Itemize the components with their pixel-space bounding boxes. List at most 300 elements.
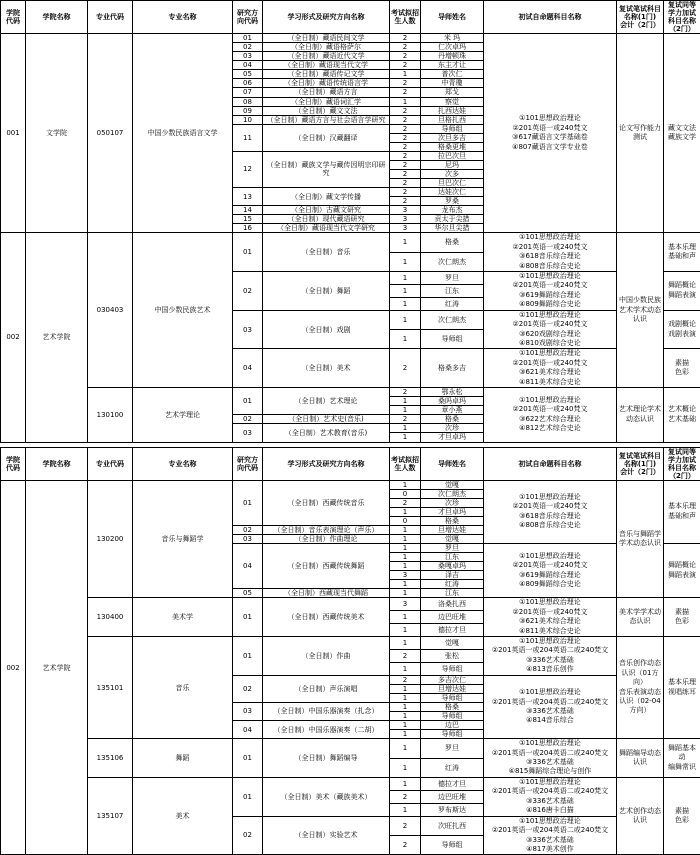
cell-advisor: 察觉 <box>421 97 484 106</box>
cell-direction-code: 02 <box>233 415 263 424</box>
cell-equivalent-extra-subject: 素描 色彩 <box>664 349 700 388</box>
cell-major-name: 美术学 <box>133 598 233 637</box>
cell-direction-name: （全日制）实验艺术 <box>263 816 390 855</box>
cell-advisor: 丹增顿珠 <box>421 52 484 61</box>
cell-advisor: 导师组 <box>421 330 484 349</box>
cell-advisor: 旦增达娃 <box>421 684 484 693</box>
cell-equivalent-extra-subject: 艺术概论 艺术基础 <box>664 388 700 442</box>
cell-quota: 2 <box>390 169 421 178</box>
cell-direction-name: （全日制）藏语现当代文学研究 <box>263 224 390 233</box>
cell-direction-code: 11 <box>233 124 263 151</box>
cell-quota: 2 <box>390 790 421 803</box>
header-direction-name: 学习形式及研究方向名称 <box>263 1 390 34</box>
cell-initial-exam-subjects: ①101思想政治理论 ②201英语一或240梵文 ③619舞蹈综合理论 ④809舞蹈综合史论 <box>484 271 617 310</box>
cell-advisor: 洛桑扎西 <box>421 598 484 611</box>
cell-quota: 1 <box>390 544 421 553</box>
cell-major-code: 135101 <box>88 637 133 739</box>
cell-initial-exam-subjects: ①101思想政治理论 ②201英语一或204英语二或240梵文 ③336艺术基础 ④817美术创作 <box>484 816 617 855</box>
table-header-section-1 <box>1 1 700 34</box>
cell-advisor: 次仁朗杰 <box>421 252 484 271</box>
cell-quota: 1 <box>390 739 421 758</box>
cell-advisor: 格桑多吉 <box>421 349 484 388</box>
cell-quota: 1 <box>390 397 421 406</box>
cell-quota: 1 <box>390 297 421 310</box>
cell-direction-code: 02 <box>233 675 263 702</box>
cell-direction-name: （全日制）艺术理论 <box>263 388 390 415</box>
cell-advisor: 次仁朗杰 <box>421 489 484 498</box>
cell-quota: 0 <box>390 489 421 498</box>
cell-advisor: 江东 <box>421 589 484 598</box>
cell-major-code: 030403 <box>88 233 133 388</box>
cell-direction-code: 04 <box>233 349 263 388</box>
cell-equivalent-extra-subject: 基本乐理 基础和声 <box>664 480 700 543</box>
cell-direction-name: （全日制）藏语词汇学 <box>263 97 390 106</box>
cell-direction-code: 16 <box>233 224 263 233</box>
cell-quota: 3 <box>390 215 421 224</box>
cell-quota: 1 <box>390 406 421 415</box>
cell-direction-name: （全日制）藏语传统语言学 <box>263 79 390 88</box>
header-major-code: 专业代码 <box>88 1 133 34</box>
cell-advisor: 仁次卓玛 <box>421 43 484 52</box>
cell-quota: 1 <box>390 711 421 720</box>
header-direction-code <box>233 1 263 34</box>
cell-major-code: 130400 <box>88 598 133 637</box>
cell-retest-written-subject: 中国少数民族艺术学术动态认识 <box>617 233 664 388</box>
cell-advisor: 拉巴次旦 <box>421 151 484 160</box>
cell-direction-name: （全日制）作曲理论 <box>263 534 390 543</box>
header-written-line1: 复试笔试科目 <box>619 5 661 13</box>
header-direction-code <box>233 447 263 480</box>
cell-advisor: 东主才让 <box>421 61 484 70</box>
cell-advisor: 次珍 <box>421 498 484 507</box>
cell-direction-code: 02 <box>233 525 263 534</box>
cell-initial-exam-subjects: ①101思想政治理论 ②201英语一或240梵文 ③622艺术综合理论 ④812艺术综合史论 <box>484 388 617 442</box>
table-row <box>1 637 700 650</box>
cell-advisor: 才旦卓玛 <box>421 507 484 516</box>
cell-quota: 1 <box>390 803 421 816</box>
cell-quota: 1 <box>390 507 421 516</box>
table-row <box>1 598 700 611</box>
cell-quota: 1 <box>390 233 421 252</box>
cell-quota: 2 <box>390 115 421 124</box>
cell-quota: 3 <box>390 598 421 611</box>
cell-quota: 1 <box>390 433 421 442</box>
cell-direction-code: 07 <box>233 88 263 97</box>
cell-quota: 1 <box>390 684 421 693</box>
cell-direction-code: 02 <box>233 816 263 855</box>
cell-advisor: 格桑 <box>421 702 484 711</box>
cell-advisor: 桑吗卓玛 <box>421 397 484 406</box>
cell-direction-code: 08 <box>233 97 263 106</box>
cell-quota: 2 <box>390 43 421 52</box>
cell-quota: 2 <box>390 52 421 61</box>
cell-quota: 2 <box>390 187 421 196</box>
cell-advisor: 中青瓊 <box>421 79 484 88</box>
cell-major-code: 130100 <box>88 388 133 442</box>
cell-direction-code: 01 <box>233 777 263 816</box>
cell-quota: 2 <box>390 675 421 684</box>
cell-advisor: 觉嘎 <box>421 480 484 489</box>
cell-initial-exam-subjects: ①101思想政治理论 ②201英语一或240梵文 ③618音乐综合理论 ④808音乐综合史论 <box>484 233 617 272</box>
cell-direction-code: 01 <box>233 233 263 272</box>
cell-quota: 3 <box>390 206 421 215</box>
cell-advisor: 章小燕 <box>421 406 484 415</box>
cell-advisor: 贡太于尖措 <box>421 215 484 224</box>
cell-advisor: 导师组 <box>421 730 484 739</box>
cell-retest-written-subject: 美术学学术动态认识 <box>617 598 664 637</box>
cell-equivalent-extra-subject: 戏剧概论 戏剧表演 <box>664 310 700 349</box>
cell-direction-code: 03 <box>233 702 263 720</box>
header-written-exam <box>617 1 664 34</box>
cell-quota: 2 <box>390 160 421 169</box>
cell-major-name: 中国少数民族语言文学 <box>133 34 233 233</box>
cell-advisor: 龙布杰 <box>421 206 484 215</box>
cell-direction-name: （全日制）美术 <box>263 349 390 388</box>
cell-advisor: 次旦多吉 <box>421 133 484 142</box>
cell-initial-exam-subjects: ①101思想政治理论 ②201英语一或240梵文 ③621美术综合理论 ④811美术综合史论 <box>484 349 617 388</box>
cell-equivalent-extra-subject: 舞蹈基本动 编舞常识 <box>664 739 700 778</box>
cell-advisor: 觉嘎 <box>421 637 484 650</box>
enrollment-table-section-2 <box>0 447 700 855</box>
cell-direction-name: （全日制）声乐演唱 <box>263 675 390 702</box>
cell-initial-exam-subjects: ①101思想政治理论 ②201英语一或204英语二或240梵文 ③336艺术基础 ④813音乐创作 <box>484 637 617 676</box>
cell-direction-name: （全日制）戏剧 <box>263 310 390 349</box>
cell-quota: 0 <box>390 516 421 525</box>
header-quota <box>390 1 421 34</box>
cell-direction-name: （全日制）古藏文研究 <box>263 206 390 215</box>
cell-quota: 1 <box>390 758 421 777</box>
cell-quota: 2 <box>390 388 421 397</box>
cell-direction-code: 06 <box>233 79 263 88</box>
cell-advisor: 德拉才旦 <box>421 777 484 790</box>
cell-advisor: 觉嘎 <box>421 534 484 543</box>
table-row <box>1 388 700 397</box>
cell-direction-name: （全日制）音乐表演理论（声乐） <box>263 525 390 534</box>
header-major-name: 专业名称 <box>133 447 233 480</box>
cell-initial-exam-subjects: ①101思想政治理论 ②201英语一或240梵文 ③619舞蹈综合理论 ④809舞蹈综合史论 <box>484 544 617 598</box>
cell-equivalent-extra-subject: 基本乐理 视唱练耳 <box>664 637 700 739</box>
cell-advisor: 罗布斯达 <box>421 803 484 816</box>
cell-direction-name: （全日制）中国乐器演奏（扎念） <box>263 702 390 720</box>
cell-college-code: 002 <box>1 480 26 855</box>
cell-direction-name: （全日制）藏语传记文学 <box>263 70 390 79</box>
header-subjects: 初试自命题科目名称 <box>484 1 617 34</box>
cell-direction-name: （全日制）藏语民间文学 <box>263 34 390 43</box>
cell-advisor: 格桑更堆 <box>421 142 484 151</box>
header-written-line2: 名称(1门) <box>624 13 656 21</box>
cell-direction-name: （全日制）藏文学传播 <box>263 187 390 205</box>
cell-quota: 1 <box>390 702 421 711</box>
cell-college-name: 艺术学院 <box>26 233 88 442</box>
cell-quota: 1 <box>390 562 421 571</box>
cell-direction-code: 01 <box>233 637 263 676</box>
header-quota <box>390 447 421 480</box>
cell-advisor: 导师组 <box>421 693 484 702</box>
header-college-name: 学院名称 <box>26 447 88 480</box>
cell-advisor: 旦巴次仁 <box>421 178 484 187</box>
header-quota-line1: 考试拟招 <box>391 9 419 17</box>
cell-direction-name: （全日制）中国乐器演奏（二胡） <box>263 721 390 739</box>
cell-advisor: 罗旦 <box>421 739 484 758</box>
header-advisor: 导师姓名 <box>421 1 484 34</box>
cell-direction-code: 04 <box>233 61 263 70</box>
cell-quota: 1 <box>390 580 421 589</box>
cell-direction-code: 01 <box>233 388 263 415</box>
header-direction-code-line1: 研究方 <box>237 9 258 17</box>
cell-direction-code: 03 <box>233 52 263 61</box>
cell-advisor: 米 玛 <box>421 34 484 43</box>
cell-advisor: 罗旦 <box>421 271 484 284</box>
cell-direction-name: （全日制）西藏传统音乐 <box>263 480 390 525</box>
cell-advisor: 边巴旺堆 <box>421 611 484 624</box>
cell-quota: 1 <box>390 662 421 675</box>
cell-direction-name: （全日制）藏族文学与藏传因明宗印研究 <box>263 151 390 187</box>
cell-quota: 2 <box>390 151 421 160</box>
header-equiv-line1: 复试同等学力加试 <box>668 1 696 17</box>
cell-advisor: 才旦卓玛 <box>421 433 484 442</box>
cell-advisor: 导师组 <box>421 836 484 855</box>
cell-major-name: 音乐 <box>133 637 233 739</box>
cell-direction-code: 10 <box>233 115 263 124</box>
header-equiv-line1: 复试同等学力加试 <box>668 448 696 464</box>
cell-quota: 1 <box>390 624 421 637</box>
cell-advisor: 江东 <box>421 553 484 562</box>
cell-direction-name: （全日制）西藏传统舞蹈 <box>263 544 390 589</box>
cell-advisor: 红涛 <box>421 580 484 589</box>
header-equivalent-exam <box>664 447 700 480</box>
cell-advisor: 次旺扎西 <box>421 816 484 835</box>
header-equivalent-exam <box>664 1 700 34</box>
cell-advisor: 多吉次仁 <box>421 675 484 684</box>
cell-advisor: 格桑 <box>421 233 484 252</box>
cell-quota: 2 <box>390 79 421 88</box>
table-body-section-2 <box>1 480 700 855</box>
cell-quota: 2 <box>390 34 421 43</box>
cell-equivalent-extra-subject: 舞蹈概论 舞蹈表演 <box>664 544 700 598</box>
cell-quota: 2 <box>390 649 421 662</box>
cell-advisor: 江东 <box>421 284 484 297</box>
cell-major-name: 中国少数民族艺术 <box>133 233 233 388</box>
cell-quota: 1 <box>390 553 421 562</box>
cell-major-name: 舞蹈 <box>133 739 233 778</box>
cell-direction-name: （全日制）艺术教育(音乐) <box>263 424 390 442</box>
cell-college-name: 文学院 <box>26 34 88 233</box>
cell-direction-code: 04 <box>233 721 263 739</box>
header-college-code <box>1 1 26 34</box>
cell-quota: 2 <box>390 197 421 206</box>
table-row <box>1 480 700 489</box>
cell-quota: 1 <box>390 97 421 106</box>
cell-advisor: 旦增达娃 <box>421 525 484 534</box>
cell-advisor: 次仁朗杰 <box>421 310 484 329</box>
cell-direction-code: 02 <box>233 271 263 310</box>
cell-major-code: 050107 <box>88 34 133 233</box>
header-college-code-line1: 学院 <box>6 9 20 17</box>
header-college-code-line2: 代码 <box>6 17 20 25</box>
cell-direction-code: 03 <box>233 534 263 543</box>
cell-direction-code: 01 <box>233 480 263 525</box>
cell-advisor: 红涛 <box>421 297 484 310</box>
cell-direction-name: （全日制）舞蹈 <box>263 271 390 310</box>
cell-advisor: 次多 <box>421 169 484 178</box>
cell-quota: 2 <box>390 415 421 424</box>
cell-advisor: 红涛 <box>421 758 484 777</box>
header-subjects: 初试自命题科目名称 <box>484 447 617 480</box>
header-written-line3: 会计（2门） <box>620 468 660 476</box>
cell-advisor: 尼玛 <box>421 160 484 169</box>
header-advisor: 导师姓名 <box>421 447 484 480</box>
cell-advisor: 导师组 <box>421 711 484 720</box>
cell-major-code: 135106 <box>88 739 133 778</box>
cell-direction-code: 13 <box>233 187 263 205</box>
table-row <box>1 233 700 252</box>
cell-quota: 1 <box>390 284 421 297</box>
cell-quota: 1 <box>390 777 421 790</box>
cell-quota: 2 <box>390 816 421 835</box>
header-equiv-line2: 科目名称（2门） <box>668 464 696 480</box>
cell-direction-name: （全日制）藏语近代文学 <box>263 52 390 61</box>
cell-direction-code: 01 <box>233 598 263 637</box>
cell-quota: 2 <box>390 61 421 70</box>
cell-initial-exam-subjects: ①101思想政治理论 ②201英语一或240梵文 ③617藏语言文学基础卷 ④807藏语言文学专业卷 <box>484 34 617 233</box>
cell-quota: 2 <box>390 142 421 151</box>
cell-direction-name: （全日制）舞蹈编导 <box>263 739 390 778</box>
cell-quota: 1 <box>390 330 421 349</box>
header-direction-code-line2: 向代码 <box>237 17 258 25</box>
header-written-exam <box>617 447 664 480</box>
cell-direction-code: 14 <box>233 206 263 215</box>
cell-advisor: 达娃次仁 <box>421 187 484 196</box>
cell-major-name: 艺术学理论 <box>133 388 233 442</box>
cell-quota: 1 <box>390 721 421 730</box>
header-direction-name: 学习形式及研究方向名称 <box>263 447 390 480</box>
cell-quota: 3 <box>390 224 421 233</box>
cell-major-code: 130200 <box>88 480 133 598</box>
cell-direction-name: （全日制）藏语现当代文学 <box>263 61 390 70</box>
cell-college-code: 001 <box>1 34 26 233</box>
table-row <box>1 777 700 790</box>
cell-direction-name: （全日制）音乐 <box>263 233 390 272</box>
cell-quota: 1 <box>390 589 421 598</box>
cell-quota: 1 <box>390 730 421 739</box>
header-college-name: 学院名称 <box>26 1 88 34</box>
cell-direction-code: 15 <box>233 215 263 224</box>
cell-direction-code: 03 <box>233 424 263 442</box>
cell-retest-written-subject: 舞蹈编导动态认识 <box>617 739 664 778</box>
cell-initial-exam-subjects: ①101思想政治理论 ②201英语一或240梵文 ③620戏剧综合理论 ④810戏剧综合史论 <box>484 310 617 349</box>
cell-quota: 1 <box>390 480 421 489</box>
cell-advisor: 桑嘎卓玛 <box>421 562 484 571</box>
cell-advisor: 格桑 <box>421 516 484 525</box>
header-college-code <box>1 447 26 480</box>
cell-quota: 1 <box>390 525 421 534</box>
cell-advisor: 导师组 <box>421 662 484 675</box>
cell-direction-name: （全日制）西藏传统美术 <box>263 598 390 637</box>
cell-major-name: 美术 <box>133 777 233 855</box>
table-body-section-1 <box>1 34 700 442</box>
cell-direction-name: （全日制）现代藏语研究 <box>263 215 390 224</box>
cell-advisor: 鄂永松 <box>421 388 484 397</box>
cell-advisor: 罗旦 <box>421 544 484 553</box>
header-major-name: 专业名称 <box>133 1 233 34</box>
cell-direction-name: （全日制）藏语方言 <box>263 88 390 97</box>
cell-direction-name: （全日制）作曲 <box>263 637 390 676</box>
cell-advisor: 次珍 <box>421 424 484 433</box>
cell-equivalent-extra-subject: 藏文文法 藏族文学 <box>664 34 700 233</box>
cell-major-name: 音乐与舞蹈学 <box>133 480 233 598</box>
cell-advisor: 德拉才旦 <box>421 624 484 637</box>
cell-college-code: 002 <box>1 233 26 442</box>
cell-advisor: 边巴 <box>421 721 484 730</box>
header-quota-line2: 生人数 <box>395 17 416 25</box>
cell-quota: 2 <box>390 124 421 133</box>
cell-quota: 1 <box>390 693 421 702</box>
cell-quota: 1 <box>390 310 421 329</box>
header-college-code-line1: 学院 <box>6 456 20 464</box>
cell-direction-code: 01 <box>233 34 263 43</box>
cell-direction-name: （全日制）美术（藏族美术） <box>263 777 390 816</box>
cell-initial-exam-subjects: ①101思想政治理论 ②201英语一或240梵文 ③621美术综合理论 ④811美术综合史论 <box>484 598 617 637</box>
cell-quota: 1 <box>390 637 421 650</box>
cell-advisor: 旦格扎西 <box>421 115 484 124</box>
cell-advisor: 边巴旺堆 <box>421 790 484 803</box>
cell-quota: 1 <box>390 252 421 271</box>
cell-advisor: 扎西达娃 <box>421 106 484 115</box>
header-college-code-line2: 代码 <box>6 464 20 472</box>
header-written-line3: 会计（2门） <box>620 21 660 29</box>
cell-equivalent-extra-subject: 基本乐理 基础和声 <box>664 233 700 272</box>
cell-quota: 2 <box>390 88 421 97</box>
cell-advisor: 郑戈 <box>421 88 484 97</box>
cell-advisor: 罗桑 <box>421 197 484 206</box>
cell-advisor: 华尔旦尖措 <box>421 224 484 233</box>
cell-quota: 2 <box>390 498 421 507</box>
header-equiv-line2: 科目名称（2门） <box>668 17 696 33</box>
cell-direction-code: 05 <box>233 589 263 598</box>
cell-retest-written-subject: 音乐创作动态认识（01方向） 音乐表演动态认识（02-04方向） <box>617 637 664 739</box>
cell-quota: 2 <box>390 106 421 115</box>
cell-quota: 3 <box>390 571 421 580</box>
cell-direction-code: 02 <box>233 43 263 52</box>
cell-direction-code: 05 <box>233 70 263 79</box>
cell-quota: 1 <box>390 424 421 433</box>
cell-quota: 1 <box>390 611 421 624</box>
cell-equivalent-extra-subject: 素描 色彩 <box>664 777 700 855</box>
cell-direction-name: （全日制）藏语方言与社会语言学研究 <box>263 115 390 124</box>
cell-advisor: 导师组 <box>421 124 484 133</box>
cell-quota: 1 <box>390 70 421 79</box>
cell-initial-exam-subjects: ①101思想政治理论 ②201英语一或204英语二或240梵文 ③336艺术基础 ④816唐卡白描 <box>484 777 617 816</box>
cell-quota: 1 <box>390 271 421 284</box>
cell-initial-exam-subjects: ①101思想政治理论 ②201英语一或204英语二或240梵文 ③336艺术基础 ④814音乐综合 <box>484 675 617 738</box>
cell-direction-code: 01 <box>233 739 263 778</box>
header-quota-line2: 生人数 <box>395 464 416 472</box>
cell-retest-written-subject: 艺术理论学术动态认识 <box>617 388 664 442</box>
cell-initial-exam-subjects: ①101思想政治理论 ②201英语一或204英语二或240梵文 ③336艺术基础 ④815舞蹈综合理论与创作 <box>484 739 617 778</box>
cell-major-code: 135107 <box>88 777 133 855</box>
cell-direction-name: （全日制）藏语格萨尔 <box>263 43 390 52</box>
header-direction-code-line2: 向代码 <box>237 464 258 472</box>
cell-advisor: 格桑 <box>421 415 484 424</box>
cell-direction-name: （全日制）西藏现当代舞蹈 <box>263 589 390 598</box>
cell-retest-written-subject: 论文写作能力测试 <box>617 34 664 233</box>
cell-direction-name: （全日制）汉藏翻译 <box>263 124 390 151</box>
header-major-code: 专业代码 <box>88 447 133 480</box>
cell-direction-code: 04 <box>233 544 263 589</box>
cell-quota: 2 <box>390 836 421 855</box>
header-written-line2: 名称(1门) <box>624 460 656 468</box>
header-written-line1: 复试笔试科目 <box>619 452 661 460</box>
